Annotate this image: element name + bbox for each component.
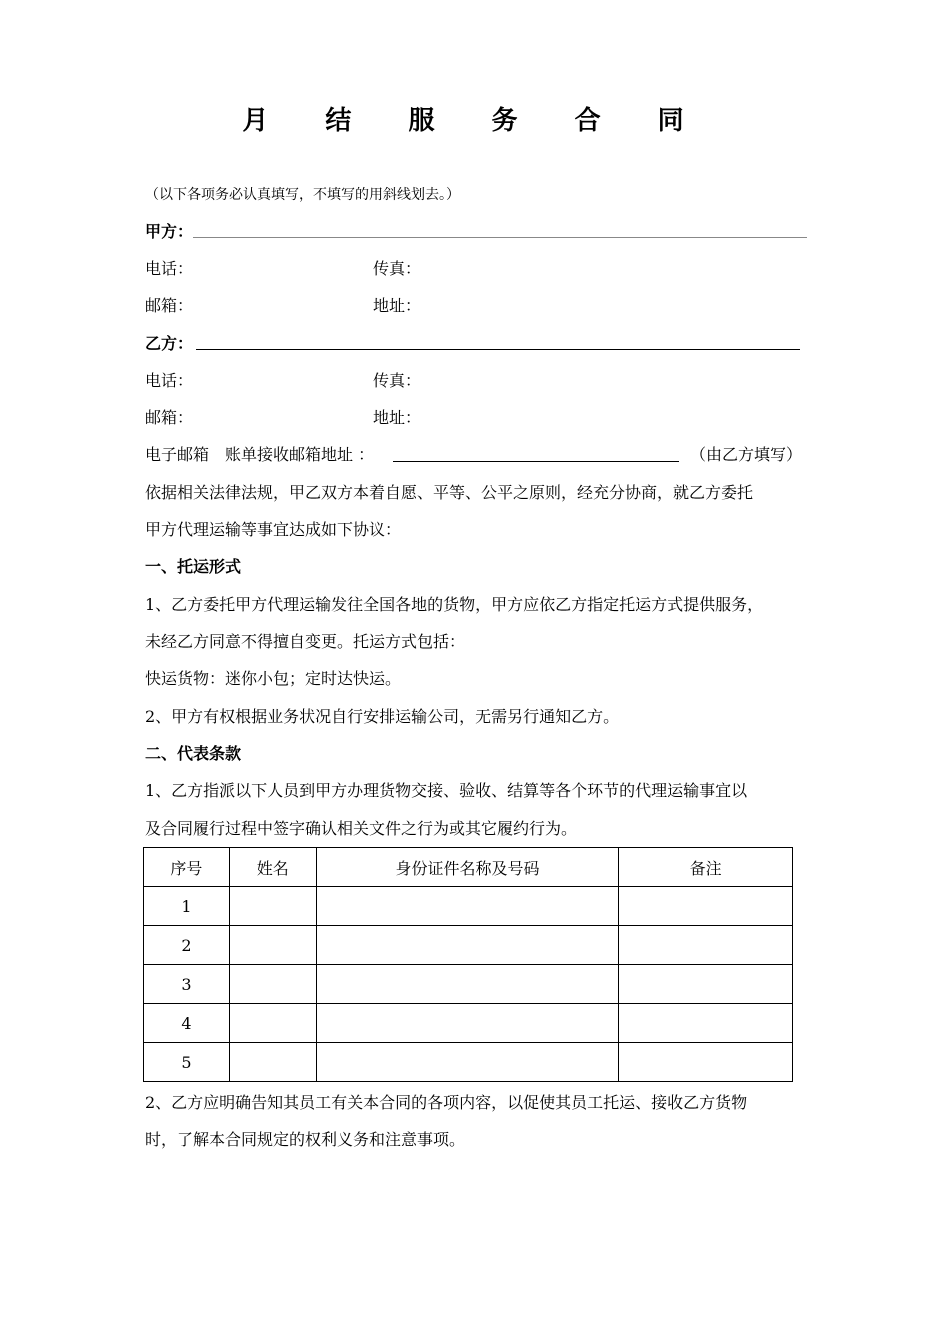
party-a-phone-label: 电话： xyxy=(145,259,194,278)
party-a-address-label: 地址： xyxy=(373,296,422,315)
cell-name[interactable] xyxy=(229,1004,316,1043)
party-b-fax-label: 传真： xyxy=(373,371,422,390)
intro-line-1: 依据相关法律法规，甲乙双方本着自愿、平等、公平之原则，经充分协商，就乙方委托 xyxy=(145,483,754,502)
party-b-fill-line[interactable] xyxy=(196,349,800,350)
section-2-paragraph-1-line-2: 及合同履行过程中签字确认相关文件之行为或其它履约行为。 xyxy=(145,819,578,838)
page-title: 月 结 服 务 合 同 xyxy=(242,106,708,136)
cell-remark[interactable] xyxy=(619,1004,793,1043)
bill-email-label: 电子邮箱 账单接收邮箱地址 ： xyxy=(145,445,375,464)
cell-id-document[interactable] xyxy=(316,965,619,1004)
party-a-fax-label: 传真： xyxy=(373,259,422,278)
table-row xyxy=(144,887,793,926)
fill-instruction-note: （以下各项务必认真填写，不填写的用斜线划去。） xyxy=(145,187,460,203)
cell-serial-number: 2 xyxy=(144,926,230,965)
cell-serial-number: 1 xyxy=(144,887,230,926)
cell-name[interactable] xyxy=(229,965,316,1004)
party-a-label: 甲方： xyxy=(145,222,194,241)
section-2-paragraph-2-line-1: 2、乙方应明确告知其员工有关本合同的各项内容，以促使其员工托运、接收乙方货物 xyxy=(145,1093,748,1112)
cell-name[interactable] xyxy=(229,926,316,965)
cell-name[interactable] xyxy=(229,1043,316,1082)
cell-serial-number: 3 xyxy=(144,965,230,1004)
bill-email-suffix: （由乙方填写） xyxy=(690,445,803,464)
cell-serial-number: 4 xyxy=(144,1004,230,1043)
cell-id-document[interactable] xyxy=(316,887,619,926)
section-2-heading: 二、代表条款 xyxy=(145,744,242,763)
section-1-paragraph-1-line-3: 快运货物：迷你小包；定时达快运。 xyxy=(145,669,402,688)
table-row xyxy=(144,1004,793,1043)
section-1-paragraph-2: 2、甲方有权根据业务状况自行安排运输公司，无需另行通知乙方。 xyxy=(145,707,620,726)
cell-remark[interactable] xyxy=(619,887,793,926)
header-id-document: 身份证件名称及号码 xyxy=(316,848,619,887)
party-a-fill-line[interactable] xyxy=(193,237,807,238)
cell-serial-number: 5 xyxy=(144,1043,230,1082)
cell-name[interactable] xyxy=(229,887,316,926)
table-row xyxy=(144,926,793,965)
section-1-paragraph-1-line-2: 未经乙方同意不得擅自变更。托运方式包括： xyxy=(145,632,466,651)
party-a-email-label: 邮箱： xyxy=(145,296,194,315)
party-b-phone-label: 电话： xyxy=(145,371,194,390)
section-2-paragraph-1-line-1: 1、乙方指派以下人员到甲方办理货物交接、验收、结算等各个环节的代理运输事宜以 xyxy=(145,781,748,800)
header-name: 姓名 xyxy=(229,848,316,887)
representatives-table xyxy=(143,847,793,1082)
section-1-paragraph-1-line-1: 1、乙方委托甲方代理运输发往全国各地的货物，甲方应依乙方指定托运方式提供服务， xyxy=(145,595,764,614)
table-row xyxy=(144,1043,793,1082)
party-b-address-label: 地址： xyxy=(373,408,422,427)
party-b-label: 乙方： xyxy=(145,334,194,353)
cell-id-document[interactable] xyxy=(316,1004,619,1043)
table-row xyxy=(144,965,793,1004)
party-b-email-label: 邮箱： xyxy=(145,408,194,427)
cell-id-document[interactable] xyxy=(316,1043,619,1082)
cell-remark[interactable] xyxy=(619,926,793,965)
intro-line-2: 甲方代理运输等事宜达成如下协议： xyxy=(145,520,402,539)
bill-email-fill-line[interactable] xyxy=(393,461,679,462)
section-2-paragraph-2-line-2: 时，了解本合同规定的权利义务和注意事项。 xyxy=(145,1130,466,1149)
cell-remark[interactable] xyxy=(619,1043,793,1082)
header-remark: 备注 xyxy=(619,848,793,887)
cell-id-document[interactable] xyxy=(316,926,619,965)
table-header-row xyxy=(144,848,793,887)
cell-remark[interactable] xyxy=(619,965,793,1004)
header-serial-number: 序号 xyxy=(144,848,230,887)
section-1-heading: 一、托运形式 xyxy=(145,557,242,576)
